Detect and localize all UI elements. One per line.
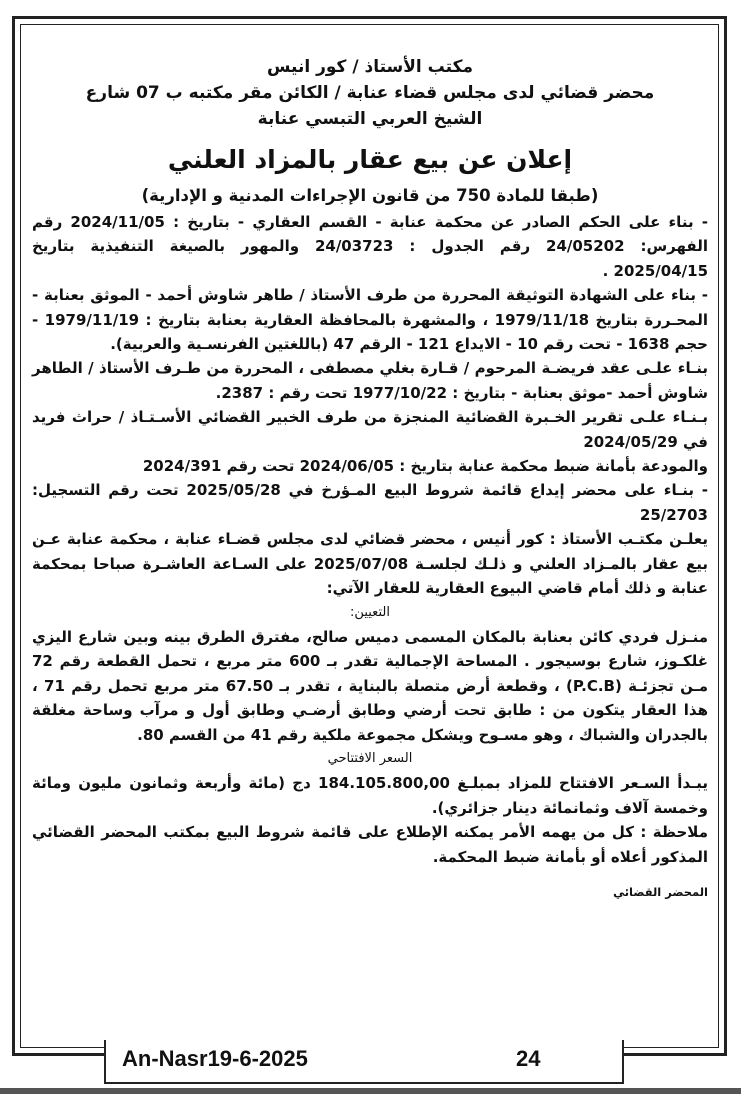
signature: المحضر القضائي — [613, 884, 708, 899]
paragraph-expert-report: بـنـاء علـى تقرير الخـبرة القضائية المنجزة من طرف الخبير القضائي الأسـتـاذ / حراث فريد في 2024/05/29 — [32, 408, 708, 451]
publication-date: An-Nasr19-6-2025 — [122, 1046, 308, 1071]
paragraph-inheritance-deed: بنـاء علـى عقد فريضـة المرحوم / قـارة بغلي مصطفى ، المحررة من طـرف الأستاذ / الطاهر شاوش أحمد -موثق بعنابة - بتاريخ : 1977/10/22 تحت رقم : 2387. — [32, 359, 708, 402]
paragraph-property-description: منـزل فردي كائن بعنابة بالمكان المسمى دميس صالح، مفترق الطرق بينه وبين شارع اليزي غلكـوز، شارع بوسيجور . المساحة الإجمالية تقدر بـ 600 متر مربع ، تحمل القطعة رقم 72 مـن تجزئـة (P.C.B) ، وقطعة أرض متصلة بالبناية ، تقدر بـ 67.50 متر مربع تحمل رقم 71 ، هذا العقار يتكون من : طابق تحت أرضي وطابق أرضـي وطابق أول و مرآب وساحة مغلقة بالجدران والشباك ، وهو مسـوح ويشكل مجموعة ملكية رقم 41 من القسم 80. — [32, 627, 708, 744]
announcement-subtitle: (طبقا للمادة 750 من قانون الإجراءات المدنية و الإدارية) — [141, 186, 599, 205]
paragraph-note: ملاحظة : كل من يهمه الأمر يمكنه الإطلاع على قائمة شروط البيع بمكتب المحضر القضائي المذكور أعلاه أو بأمانة ضبط المحكمة. — [32, 823, 708, 866]
section-designation-heading: التعيين: — [350, 604, 390, 620]
bottom-rule — [0, 1088, 741, 1094]
announcement-title: إعلان عن بيع عقار بالمزاد العلني — [167, 145, 573, 174]
paragraph-opening-price: يبـدأ السـعر الافتتاح للمزاد بمبلـغ 184.105.800,00 دج (مائة وأربعة وثمانون مليون ومائة وخمسة آلاف وثمانمائة دينار جزائري). — [32, 774, 708, 817]
paragraph-deposit: والمودعة بأمانة ضبط محكمة عنابة بتاريخ : 2024/06/05 تحت رقم 2024/391 — [142, 457, 708, 476]
announcement-body — [32, 54, 708, 899]
footer-box — [104, 1040, 624, 1084]
office-address-line1: محضر قضائي لدى مجلس قضاء عنابة / الكائن مقر مكتبه ب 07 شارع — [85, 83, 655, 103]
paragraph-judgment: - بناء على الحكم الصادر عن محكمة عنابة - القسم العقاري - بتاريخ : 2024/11/05 رقم الفهرس: 24/05202 رقم الجدول : 24/03723 والمهور بالصيغة التنفيذية بتاريخ 2025/04/15 . — [32, 213, 708, 280]
paragraph-sale-announcement: يعلـن مكتـب الأستاذ : كور أنيس ، محضر قضائي لدى مجلس قضـاء عنابة ، محكمة عنابة عـن بيع عقار بالمـزاد العلني و ذلـك لجلسـة 2025/07/08 على السـاعة العاشـرة صباحا بمحكمة عنابة و ذلك أمام قاضي البيوع العقارية للعقار الآتي: — [32, 530, 708, 598]
section-price-heading: السعر الافتتاحي — [327, 750, 413, 766]
office-name: مكتب الأستاذ / كور انيس — [267, 57, 473, 77]
paragraph-notary-certificate: - بناء على الشهادة التوثيقة المحررة من طرف الأستاذ / طاهر شاوش أحمد - الموثق بعنابة - المحـررة بتاريخ 1979/11/18 ، والمشهرة بالمحافظة العقارية بعنابة بتاريخ : 1979/11/19 - حجم 1638 - تحت رقم 10 - الايداع 121 - الرقم 47 (باللغتين الفرنسـية والعربية). — [32, 286, 708, 354]
office-address-line2: الشيخ العربي التبسي عنابة — [257, 109, 483, 129]
page-number: 24 — [516, 1046, 541, 1071]
paragraph-sale-conditions: - بنـاء على محضر إيداع قائمة شروط البيع المـؤرخ في 2025/05/28 تحت رقم التسجيل: 25/2703 — [32, 481, 708, 524]
